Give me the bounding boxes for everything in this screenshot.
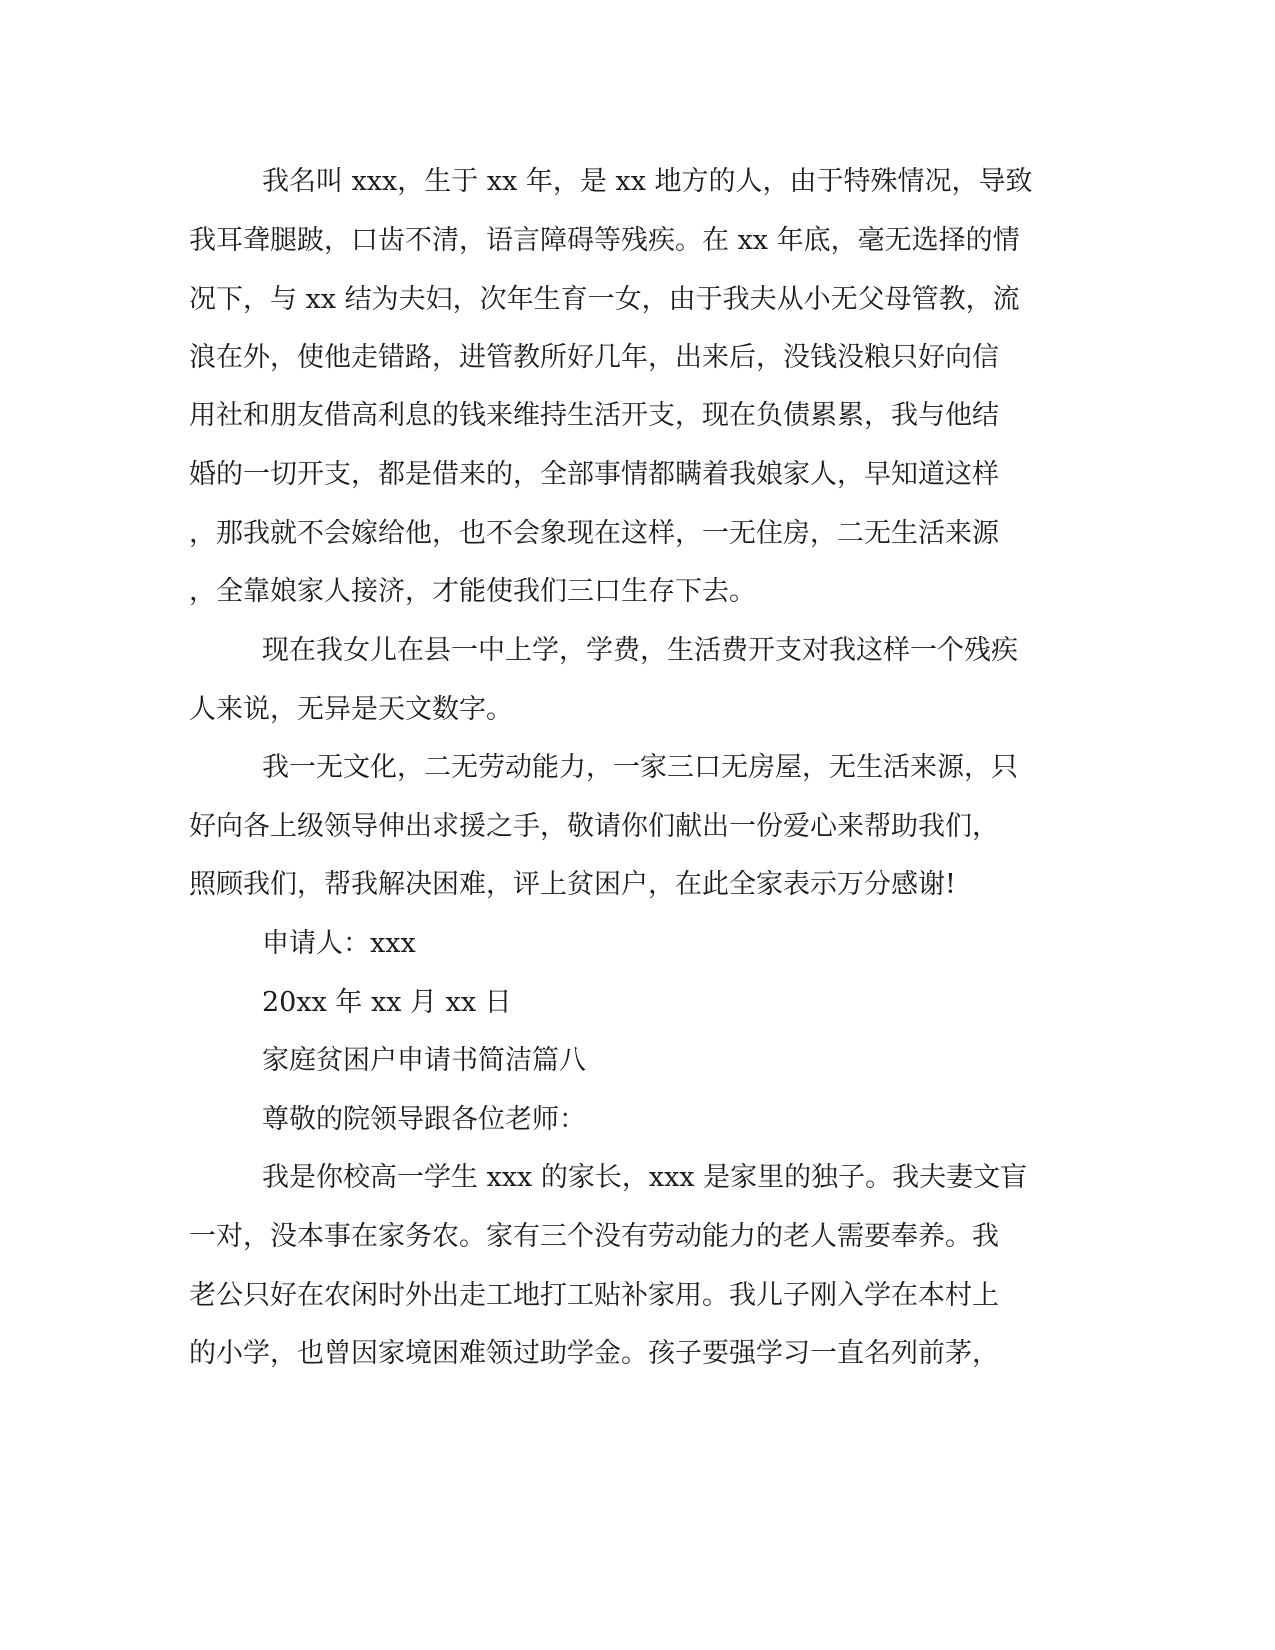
paragraph-line: 现在我女儿在县一中上学，学费，生活费开支对我这样一个残疾 [262, 635, 1018, 666]
paragraph-line: 的小学，也曾因家境困难领过助学金。孩子要强学习一直名列前茅， [189, 1338, 999, 1369]
date-line: 20xx 年 xx 月 xx 日 [262, 987, 512, 1018]
salutation-line: 尊敬的院领导跟各位老师： [262, 1104, 586, 1135]
paragraph-line: 人来说，无异是天文数字。 [189, 694, 513, 725]
paragraph-line: 照顾我们，帮我解决困难，评上贫困户，在此全家表示万分感谢! [189, 869, 956, 900]
paragraph-line: ，那我就不会嫁给他，也不会象现在这样，一无住房，二无生活来源 [189, 518, 999, 549]
paragraph-line: 我一无文化，二无劳动能力，一家三口无房屋，无生活来源，只 [262, 752, 1018, 783]
paragraph-line: 我是你校高一学生 xxx 的家长，xxx 是家里的独子。我夫妻文盲 [262, 1162, 1028, 1193]
section-title: 家庭贫困户申请书简洁篇八 [262, 1045, 586, 1076]
paragraph-line: 婚的一切开支，都是借来的，全部事情都瞒着我娘家人，早知道这样 [189, 459, 999, 490]
paragraph-line: 我名叫 xxx，生于 xx 年，是 xx 地方的人，由于特殊情况，导致 [262, 166, 1033, 197]
paragraph-line: 况下，与 xx 结为夫妇，次年生育一女，由于我夫从小无父母管教，流 [189, 284, 1020, 315]
paragraph-line: 我耳聋腿跛，口齿不清，语言障碍等残疾。在 xx 年底，毫无选择的情 [189, 225, 1020, 256]
paragraph-line: 好向各上级领导伸出求援之手，敬请你们献出一份爱心来帮助我们， [189, 811, 999, 842]
paragraph-line: 浪在外，使他走错路，进管教所好几年，出来后，没钱没粮只好向信 [189, 342, 999, 373]
applicant-line: 申请人：xxx [262, 928, 416, 959]
paragraph-line: 老公只好在农闲时外出走工地打工贴补家用。我儿子刚入学在本村上 [189, 1280, 999, 1311]
paragraph-line: ，全靠娘家人接济，才能使我们三口生存下去。 [189, 576, 756, 607]
paragraph-line: 一对，没本事在家务农。家有三个没有劳动能力的老人需要奉养。我 [189, 1221, 999, 1252]
paragraph-line: 用社和朋友借高利息的钱来维持生活开支，现在负债累累，我与他结 [189, 400, 999, 431]
